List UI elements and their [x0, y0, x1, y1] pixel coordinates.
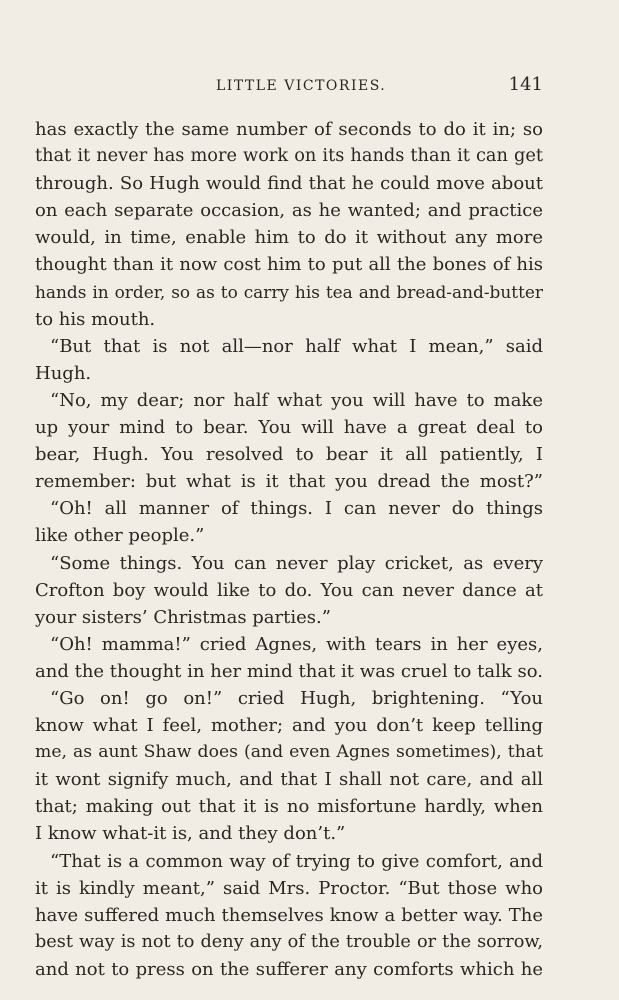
text-line: I know what-it is, and they don’t.”	[35, 823, 346, 845]
text-line: has exactly the same number of seconds to do it in; so	[35, 119, 543, 140]
text-line: and not to press on the sufferer any comforts which he	[35, 958, 543, 980]
text-line: “No, my dear; nor half what you will have to make	[50, 389, 543, 411]
text-line: remember: but what is it that you dread the most?”	[35, 471, 543, 493]
text-line: it is kindly meant,” said Mrs. Proctor. “But those who	[35, 877, 543, 899]
text-line: thought than it now cost him to put all the bones of his	[35, 254, 543, 276]
text-line: “Go on! go on!” cried Hugh, brightening. “You	[50, 687, 543, 709]
text-line: know what I feel, mother; and you don’t keep telling	[35, 715, 543, 737]
text-line: that; making out that it is no misfortune hardly, when	[35, 796, 543, 818]
text-line: “Some things. You can never play cricket, as every	[50, 552, 543, 574]
text-line: “Oh! mamma!” cried Agnes, with tears in her eyes,	[50, 633, 543, 655]
text-line: me, as aunt Shaw does (and even Agnes sometimes), that	[35, 742, 543, 763]
text-line: hands in order, so as to carry his tea and bread-and-butter	[35, 281, 543, 302]
text-line: your sisters’ Christmas parties.”	[35, 606, 331, 628]
text-line: on each separate occasion, as he wanted; and practice	[35, 200, 543, 222]
text-line: “Oh! all manner of things. I can never do things	[50, 498, 543, 520]
text-line: would, in time, enable him to do it without any more	[35, 227, 543, 249]
text-line: have suffered much themselves know a better way. The	[35, 904, 543, 926]
text-line: bear, Hugh. You resolved to bear it all patiently, I	[35, 444, 543, 466]
text-line: Hugh.	[35, 362, 92, 384]
text-line: to his mouth.	[35, 308, 156, 330]
text-line: “That is a common way of trying to give comfort, and	[50, 850, 543, 872]
text-line: like other people.”	[35, 525, 205, 547]
page-number: 141	[508, 74, 543, 95]
text-line: through. So Hugh would find that he could move about	[35, 173, 543, 195]
body-text	[35, 116, 543, 983]
text-line: and the thought in her mind that it was cruel to talk so.	[35, 660, 543, 682]
text-line: that it never has more work on its hands than it can get	[35, 146, 543, 167]
text-line: best way is not to deny any of the trouble or the sorrow,	[35, 931, 543, 952]
running-head: LITTLE VICTORIES.	[216, 78, 387, 94]
text-line: up your mind to bear. You will have a great deal to	[35, 417, 543, 439]
text-line: “But that is not all—nor half what I mean,” said	[50, 335, 543, 357]
text-line: it wont signify much, and that I shall not care, and all	[35, 769, 543, 791]
text-line: Crofton boy would like to do. You can never dance at	[35, 579, 543, 601]
